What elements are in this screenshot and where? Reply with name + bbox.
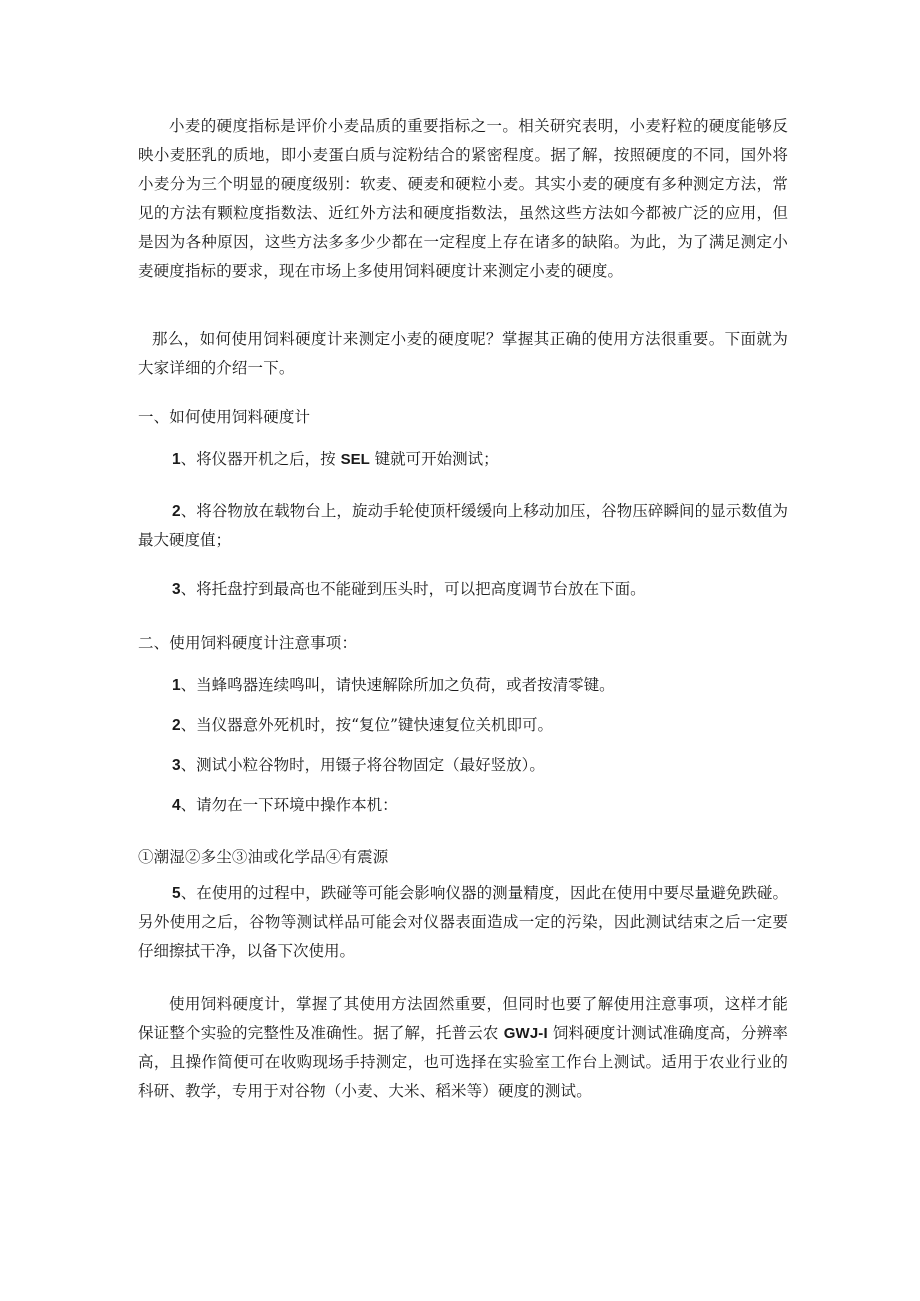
section-1-heading: 一、如何使用饲料硬度计 — [138, 408, 311, 426]
section-1-item-1: 1、将仪器开机之后，按 SEL 键就可开始测试； — [172, 450, 499, 468]
section-2-item-2: 2、当仪器意外死机时，按“复位”键快速复位关机即可。 — [172, 716, 553, 734]
section-2-heading: 二、使用饲料硬度计注意事项： — [138, 634, 358, 652]
section-1-item-2: 2、将谷物放在载物台上，旋动手轮使顶杆缓缓向上移动加压，谷物压碎瞬间的显示数值为最大硬度值； — [138, 502, 788, 549]
section-2-item-5: 5、在使用的过程中，跌碰等可能会影响仪器的测量精度，因此在使用中要尽量避免跌碰。另外使用之后，谷物等测试样品可能会对仪器表面造成一定的污染，因此测试结束之后一定要仔细擦拭干净，以备下次使用。 — [138, 884, 788, 960]
section-2-item-1: 1、当蜂鸣器连续鸣叫，请快速解除所加之负荷，或者按清零键。 — [172, 676, 615, 694]
section-2-item-4: 4、请勿在一下环境中操作本机： — [172, 796, 398, 814]
intro-paragraph-2: 那么，如何使用饲料硬度计来测定小麦的硬度呢？掌握其正确的使用方法很重要。下面就为大家详细的介绍一下。 — [138, 330, 788, 377]
environment-list: ①潮湿②多尘③油或化学品④有震源 — [138, 848, 389, 866]
intro-paragraph-1: 小麦的硬度指标是评价小麦品质的重要指标之一。相关研究表明，小麦籽粒的硬度能够反映小麦胚乳的质地，即小麦蛋白质与淀粉结合的紧密程度。据了解，按照硬度的不同，国外将小麦分为三个明显的硬度级别：软麦、硬麦和硬粒小麦。其实小麦的硬度有多种测定方法，常见的方法有颗粒度指数法、近红外方法和硬度指数法，虽然这些方法如今都被广泛的应用，但是因为各种原因，这些方法多多少少都在一定程度上存在诸多的缺陷。为此，为了满足测定小麦硬度指标的要求，现在市场上多使用饲料硬度计来测定小麦的硬度。 — [138, 117, 788, 280]
section-1-item-3: 3、将托盘拧到最高也不能碰到压头时，可以把高度调节台放在下面。 — [172, 580, 646, 598]
section-2-item-3: 3、测试小粒谷物时，用镊子将谷物固定（最好竖放）。 — [172, 756, 545, 774]
conclusion-paragraph: 使用饲料硬度计，掌握了其使用方法固然重要，但同时也要了解使用注意事项，这样才能保证整个实验的完整性及准确性。据了解，托普云农 GWJ-I 饲料硬度计测试准确度高，分辨率高，且操作简便可在收购现场手持测定，也可选择在实验室工作台上测试。适用于农业行业的科研、教学，专用于对谷物（小麦、大米、稻米等）硬度的测试。 — [138, 995, 789, 1100]
